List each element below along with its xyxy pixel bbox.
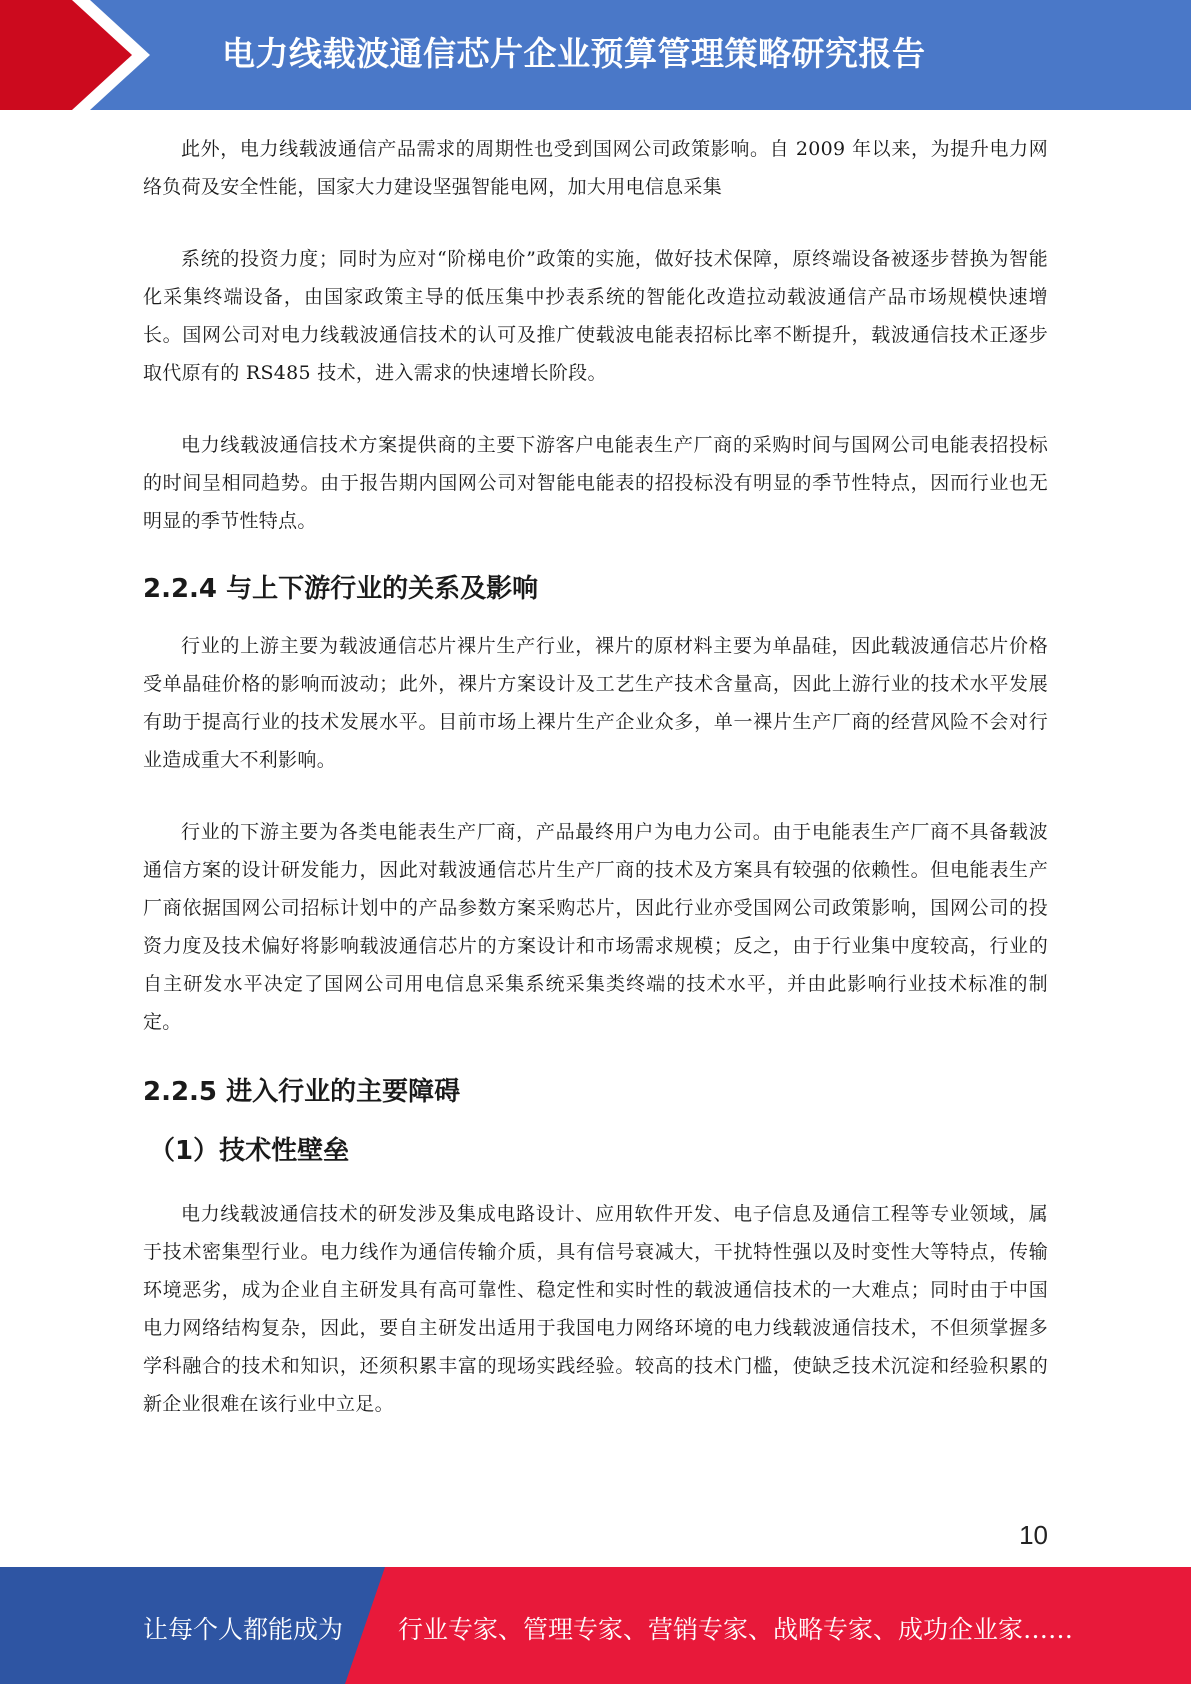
paragraph: 此外，电力线载波通信产品需求的周期性也受到国网公司政策影响。自 2009 年以来，为提升电力网络负荷及安全性能，国家大力建设坚强智能电网，加大用电信息采集 — [143, 138, 1048, 198]
header-arrow-decoration — [0, 0, 150, 110]
footer-slogan-right: 行业专家、管理专家、营销专家、战略专家、成功企业家…… — [398, 1615, 1074, 1644]
document-body — [143, 130, 1048, 1423]
page-number: 10 — [1019, 1520, 1048, 1550]
footer-slogan-left: 让每个人都能成为 — [143, 1615, 344, 1644]
report-title: 电力线载波通信芯片企业预算管理策略研究报告 — [222, 34, 926, 73]
paragraph: 行业的下游主要为各类电能表生产厂商，产品最终用户为电力公司。由于电能表生产厂商不具备载波通信方案的设计研发能力，因此对载波通信芯片生产厂商的技术及方案具有较强的依赖性。但电能表生产厂商依据国网公司招标计划中的产品参数方案采购芯片，因此行业亦受国网公司政策影响，国网公司的投资力度及技术偏好将影响载波通信芯片的方案设计和市场需求规模；反之，由于行业集中度较高，行业的自主研发水平决定了国网公司用电信息采集系统采集类终端的技术水平，并由此影响行业技术标准的制定。 — [143, 821, 1048, 1033]
subsection-heading-technical-barrier: （1）技术性壁垒 — [149, 1136, 350, 1166]
section-heading-2-2-4: 2.2.4 与上下游行业的关系及影响 — [143, 574, 539, 604]
paragraph: 系统的投资力度；同时为应对“阶梯电价”政策的实施，做好技术保障，原终端设备被逐步替换为智能化采集终端设备，由国家政策主导的低压集中抄表系统的智能化改造拉动载波通信产品市场规模快速增长。国网公司对电力线载波通信技术的认可及推广使载波电能表招标比率不断提升，载波通信技术正逐步取代原有的 RS485 技术，进入需求的快速增长阶段。 — [143, 248, 1048, 384]
paragraph: 行业的上游主要为载波通信芯片裸片生产行业，裸片的原材料主要为单晶硅，因此载波通信芯片价格受单晶硅价格的影响而波动；此外，裸片方案设计及工艺生产技术含量高，因此上游行业的技术水平发展有助于提高行业的技术发展水平。目前市场上裸片生产企业众多，单一裸片生产厂商的经营风险不会对行业造成重大不利影响。 — [143, 635, 1048, 771]
page-header — [0, 0, 1191, 110]
paragraph: 电力线载波通信技术方案提供商的主要下游客户电能表生产厂商的采购时间与国网公司电能表招投标的时间呈相同趋势。由于报告期内国网公司对智能电能表的招投标没有明显的季节性特点，因而行业也无明显的季节性特点。 — [143, 434, 1048, 532]
page-footer — [0, 1567, 1191, 1684]
paragraph: 电力线载波通信技术的研发涉及集成电路设计、应用软件开发、电子信息及通信工程等专业领域，属于技术密集型行业。电力线作为通信传输介质，具有信号衰减大，干扰特性强以及时变性大等特点，传输环境恶劣，成为企业自主研发具有高可靠性、稳定性和实时性的载波通信技术的一大难点；同时由于中国电力网络结构复杂，因此，要自主研发出适用于我国电力网络环境的电力线载波通信技术，不但须掌握多学科融合的技术和知识，还须积累丰富的现场实践经验。较高的技术门槛，使缺乏技术沉淀和经验积累的新企业很难在该行业中立足。 — [143, 1203, 1048, 1415]
section-heading-2-2-5: 2.2.5 进入行业的主要障碍 — [143, 1077, 461, 1107]
